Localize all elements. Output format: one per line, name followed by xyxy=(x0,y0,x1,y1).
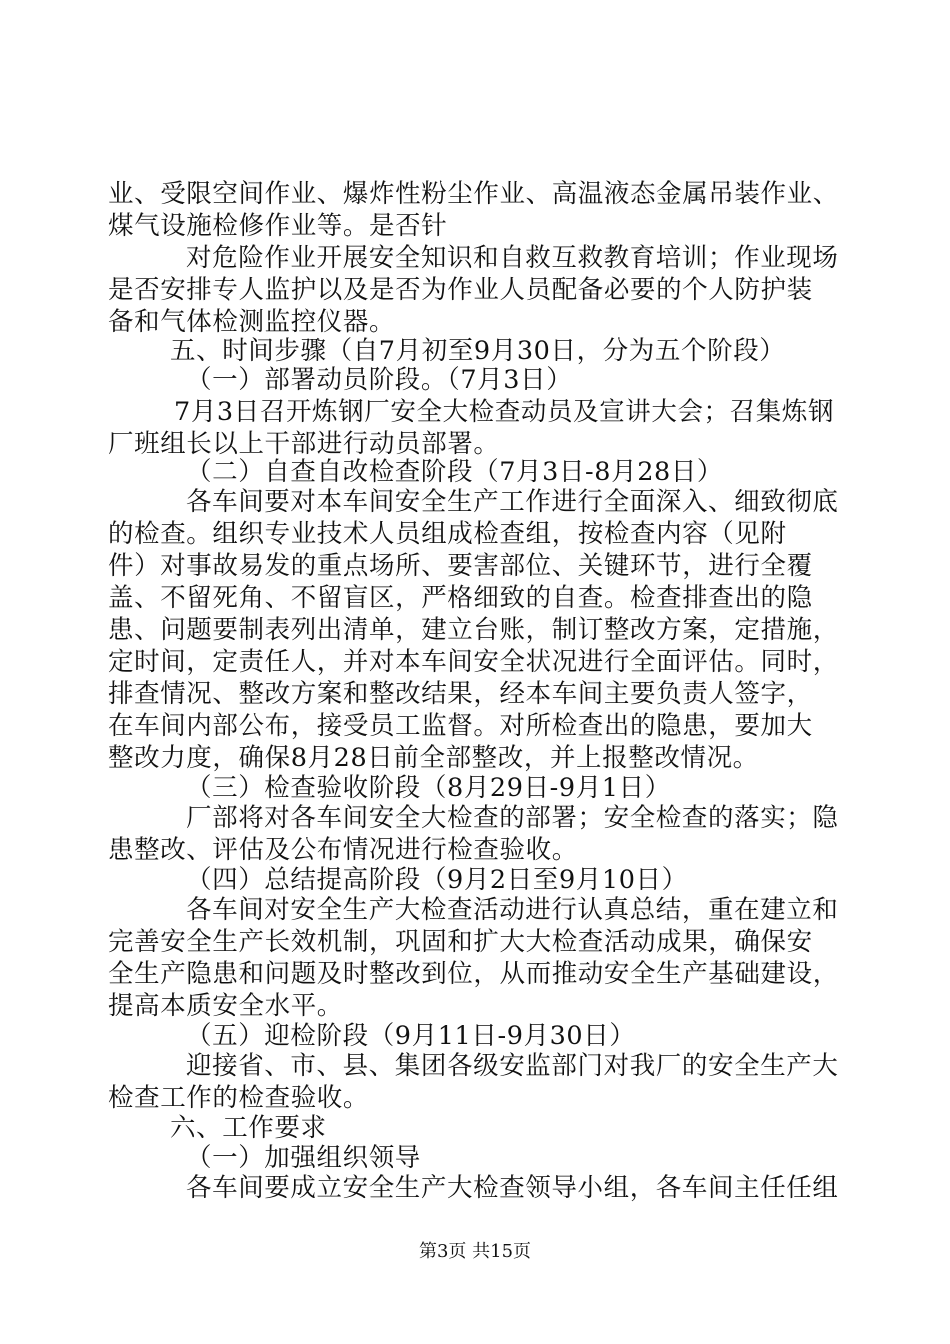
text-line: 六、工作要求 xyxy=(170,1113,327,1143)
text-line: 的检查。组织专业技术人员组成检查组，按检查内容（见附 xyxy=(108,519,787,549)
text-line: 厂班组长以上干部进行动员部署。 xyxy=(108,429,500,459)
text-line: 各车间对安全生产大检查活动进行认真总结，重在建立和 xyxy=(186,895,839,925)
text-line: （一）加强组织领导 xyxy=(186,1143,421,1173)
text-line: 检查工作的检查验收。 xyxy=(108,1083,370,1113)
text-line: 迎接省、市、县、集团各级安监部门对我厂的安全生产大 xyxy=(186,1051,839,1081)
text-line: （四）总结提高阶段（9月2日至9月10日） xyxy=(186,865,688,895)
text-line: 煤气设施检修作业等。是否针 xyxy=(108,211,448,241)
text-line: 在车间内部公布，接受员工监督。对所检查出的隐患，要加大 xyxy=(108,711,813,741)
text-line: 各车间要成立安全生产大检查领导小组，各车间主任任组 xyxy=(186,1173,839,1203)
text-line: 整改力度，确保8月28日前全部整改，并上报整改情况。 xyxy=(108,743,759,773)
text-line: （一）部署动员阶段。（7月3日） xyxy=(186,365,573,395)
text-line: 提高本质安全水平。 xyxy=(108,991,343,1021)
text-line: 完善安全生产长效机制，巩固和扩大大检查活动成果，确保安 xyxy=(108,927,813,957)
text-line: 备和气体检测监控仪器。 xyxy=(108,307,396,337)
text-line: 厂部将对各车间安全大检查的部署；安全检查的落实；隐 xyxy=(186,803,839,833)
text-line: 是否安排专人监护以及是否为作业人员配备必要的个人防护装 xyxy=(108,275,813,305)
text-line: 件）对事故易发的重点场所、要害部位、关键环节，进行全覆 xyxy=(108,551,813,581)
text-line: （五）迎检阶段（9月11日-9月30日） xyxy=(186,1021,636,1051)
text-line: 排查情况、整改方案和整改结果，经本车间主要负责人签字， xyxy=(108,679,813,709)
text-line: 各车间要对本车间安全生产工作进行全面深入、细致彻底 xyxy=(186,487,839,517)
text-line: 患、问题要制表列出清单，建立台账，制订整改方案，定措施， xyxy=(108,615,839,645)
text-line: 五、时间步骤（自7月初至9月30日，分为五个阶段） xyxy=(170,336,786,366)
page-footer: 第3页 共15页 xyxy=(418,1241,532,1262)
text-line: 全生产隐患和问题及时整改到位，从而推动安全生产基础建设， xyxy=(108,959,839,989)
text-line: （二）自查自改检查阶段（7月3日-8月28日） xyxy=(186,457,724,487)
text-line: （三）检查验收阶段（8月29日-9月1日） xyxy=(186,773,671,803)
text-line: 定时间，定责任人，并对本车间安全状况进行全面评估。同时， xyxy=(108,647,839,677)
text-line: 患整改、评估及公布情况进行检查验收。 xyxy=(108,835,578,865)
text-line: 7月3日召开炼钢厂安全大检查动员及宣讲大会；召集炼钢 xyxy=(174,397,835,427)
text-line: 业、受限空间作业、爆炸性粉尘作业、高温液态金属吊装作业、 xyxy=(108,179,839,209)
text-line: 对危险作业开展安全知识和自救互救教育培训；作业现场 xyxy=(186,243,839,273)
text-line: 盖、不留死角、不留盲区，严格细致的自查。检查排查出的隐 xyxy=(108,583,813,613)
